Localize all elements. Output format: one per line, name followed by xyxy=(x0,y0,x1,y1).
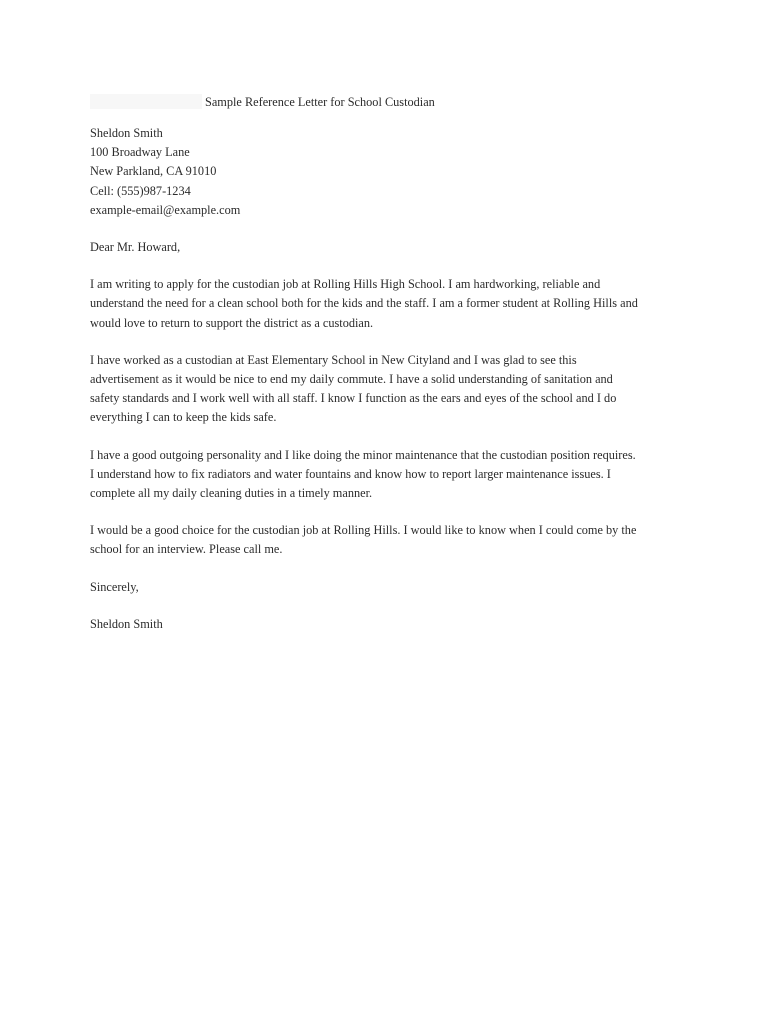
paragraph-3 xyxy=(90,446,690,504)
paragraph-line: advertisement as it would be nice to end my daily commute. I have a solid understanding of sanitation and xyxy=(90,372,613,387)
title-shade xyxy=(90,94,202,109)
paragraph-line: understand the need for a clean school both for the kids and the staff. I am a former student at Rolling Hills and xyxy=(90,296,638,311)
signature: Sheldon Smith xyxy=(90,616,163,631)
paragraph-line: I am writing to apply for the custodian job at Rolling Hills High School. I am hardworking, reliable and xyxy=(90,277,601,292)
paragraph-line: everything I can to keep the kids safe. xyxy=(90,410,277,425)
sender-phone: Cell: (555)987-1234 xyxy=(90,183,191,198)
paragraph-2 xyxy=(90,351,690,428)
sender-street: 100 Broadway Lane xyxy=(90,145,190,160)
salutation: Dear Mr. Howard, xyxy=(90,240,181,255)
sender-email: example-email@example.com xyxy=(90,202,241,217)
paragraph-line: school for an interview. Please call me. xyxy=(90,542,283,557)
paragraph-line: I have worked as a custodian at East Elementary School in New Cityland and I was glad to see this xyxy=(90,352,577,367)
paragraph-line: complete all my daily cleaning duties in a timely manner. xyxy=(90,486,373,501)
sender-city: New Parkland, CA 91010 xyxy=(90,164,217,179)
paragraph-1 xyxy=(90,275,690,333)
paragraph-4 xyxy=(90,521,690,559)
letter-page xyxy=(90,93,690,634)
paragraph-line: I would be a good choice for the custodian job at Rolling Hills. I would like to know when I could come by the xyxy=(90,523,637,538)
sender-address xyxy=(90,124,690,220)
paragraph-line: I have a good outgoing personality and I like doing the minor maintenance that the custodian position requires. xyxy=(90,447,636,462)
letter-title: Sample Reference Letter for School Custodian xyxy=(205,95,435,109)
paragraph-line: safety standards and I work well with all staff. I know I function as the ears and eyes of the school and I do xyxy=(90,391,617,406)
sender-name: Sheldon Smith xyxy=(90,126,163,140)
paragraph-line: would love to return to support the district as a custodian. xyxy=(90,315,374,330)
paragraph-line: I understand how to fix radiators and water fountains and know how to report larger maintenance issues. I xyxy=(90,466,611,481)
title-row xyxy=(90,93,690,112)
closing: Sincerely, xyxy=(90,579,139,594)
